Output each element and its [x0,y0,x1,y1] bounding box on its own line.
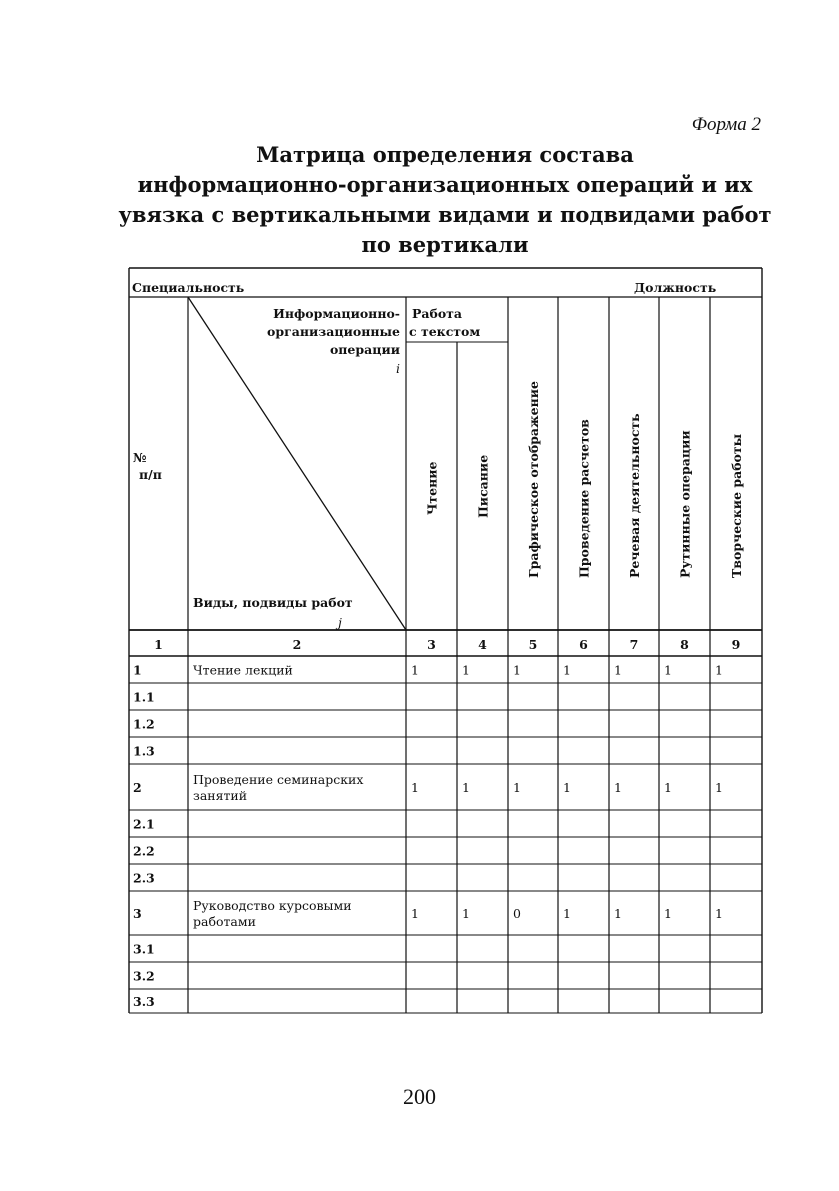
col-number: 3 [427,637,436,652]
title-line-3: увязка с вертикальными видами и подвидами работ [118,202,772,227]
col-header-vertical: Чтение [424,461,440,515]
row-name-line1: Проведение семинарских [193,772,364,787]
row-value: 1 [563,662,571,678]
row-value: 1 [664,906,672,921]
row-value: 1 [664,662,672,678]
col-header-vertical: Проведение расчетов [576,419,592,578]
row-number: 3.2 [133,968,155,984]
ops-label-line2: организационные [267,324,400,339]
row-value: 1 [462,906,470,921]
row-number: 3 [133,906,142,921]
row-value: 1 [715,906,723,921]
row-value: 1 [411,662,419,678]
col-header-vertical: Графическое отображение [526,381,541,578]
row-value: 1 [513,780,521,795]
row-value: 1 [411,906,419,921]
row-value: 1 [462,662,470,678]
page-number: 200 [403,1084,436,1109]
row-value: 0 [513,906,521,921]
title-line-4: по вертикали [361,232,529,257]
row-number: 1 [133,662,142,678]
row-value: 1 [411,780,419,795]
row-number: 2.2 [133,843,155,859]
row-value: 1 [715,662,723,678]
row-value: 1 [563,906,571,921]
row-value: 1 [513,662,521,678]
row-value: 1 [664,780,672,795]
row-name-line2: работами [193,914,256,929]
col-number: 8 [680,637,689,652]
works-index: j [338,615,342,630]
position-label: Должность [634,280,717,295]
text-work-label-line2: с текстом [409,324,481,339]
num-header: № [133,450,147,465]
row-value: 1 [614,780,622,795]
ops-index: i [396,361,400,376]
row-number: 1.1 [133,689,155,705]
row-value: 1 [715,780,723,795]
num-header-sub: п/п [139,467,162,482]
row-number: 3.1 [133,941,155,957]
col-number: 9 [731,637,741,652]
row-name-line1: Руководство курсовыми [193,898,352,913]
col-number: 5 [528,637,538,652]
row-name-line2: занятий [193,788,248,803]
ops-label-line1: Информационно- [273,306,400,321]
col-header-vertical: Творческие работы [729,433,744,578]
title-line-1: Матрица определения состава [256,142,634,167]
row-name: Чтение лекций [193,662,293,678]
col-header-vertical: Рутинные операции [677,430,693,578]
row-number: 2 [133,780,142,795]
works-label: Виды, подвиды работ [193,595,353,610]
row-number: 1.2 [133,716,155,732]
text-work-label-line1: Работа [412,306,463,321]
col-number: 7 [629,637,639,652]
col-number: 1 [154,637,163,652]
specialty-label: Специальность [132,280,245,295]
row-value: 1 [614,906,622,921]
col-header-vertical: Писание [475,454,491,518]
row-value: 1 [563,780,571,795]
row-number: 2.1 [133,816,155,832]
row-value: 1 [614,662,622,678]
form-label: Форма 2 [691,114,761,135]
col-number: 2 [292,637,302,652]
col-number: 6 [579,637,588,652]
col-number: 4 [478,637,487,652]
title-line-2: информационно-организационных операций и их [137,172,753,197]
col-header-vertical: Речевая деятельность [627,413,642,578]
row-value: 1 [462,780,470,795]
row-number: 1.3 [133,743,155,759]
row-number: 3.3 [133,994,155,1009]
row-number: 2.3 [133,870,155,886]
table-text [132,280,744,1009]
ops-label-line3: операции [329,342,400,357]
